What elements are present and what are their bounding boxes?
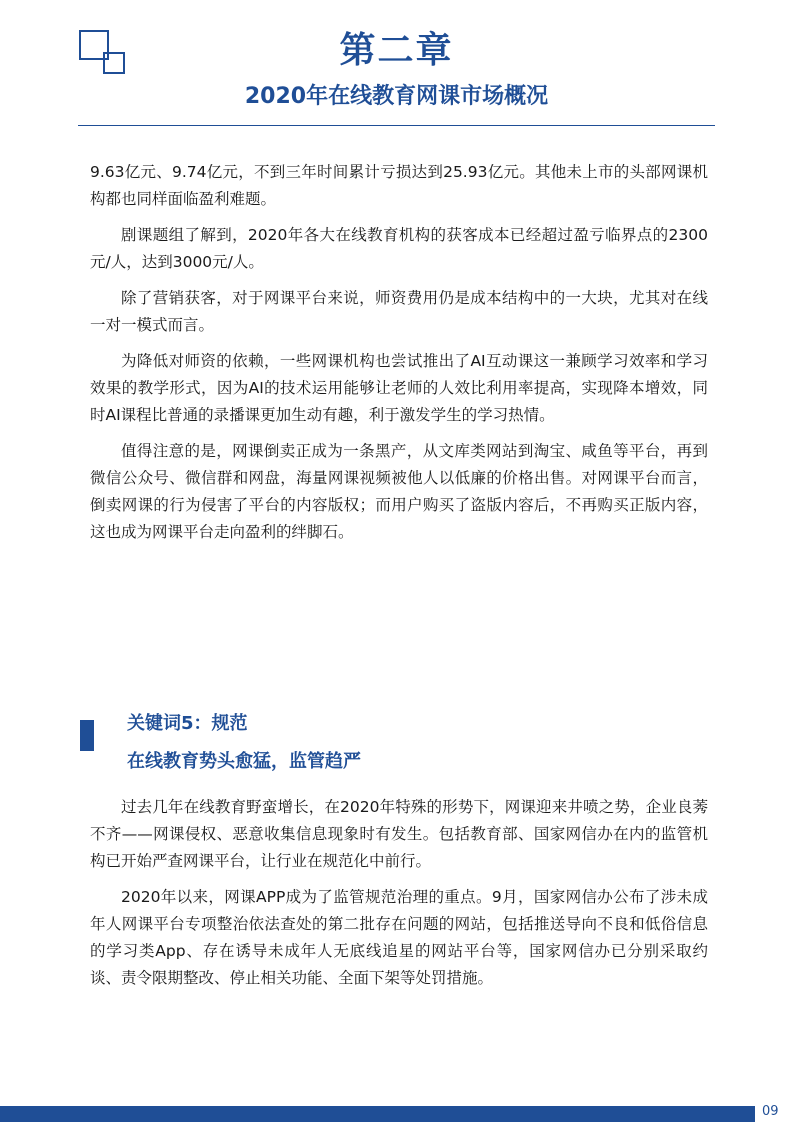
section-2-body [90,794,708,1001]
keyword-marker-bar [80,720,94,751]
paragraph: 值得注意的是，网课倒卖正成为一条黑产，从文库类网站到淘宝、咸鱼等平台，再到微信公众号、微信群和网盘，海量网课视频被他人以低廉的价格出售。对网课平台而言，倒卖网课的行为侵害了平台的内容版权；而用户购买了盗版内容后，不再购买正版内容，这也成为网课平台走向盈利的绊脚石。 [90,442,708,541]
paragraph: 2020年以来，网课APP成为了监管规范治理的重点。9月，国家网信办公布了涉未成年人网课平台专项整治依法查处的第二批存在问题的网站，包括推送导向不良和低俗信息的学习类App、存在诱导未成年人无底线追星的网站平台等，国家网信办已分别采取约谈、责令限期整改、停止相关功能、全面下架等处罚措施。 [90,888,708,987]
keyword-subtitle: 在线教育势头愈猛，监管趋严 [127,751,361,772]
chapter-subtitle: 2020年在线教育网课市场概况 [244,84,549,109]
paragraph: 剧课题组了解到，2020年各大在线教育机构的获客成本已经超过盈亏临界点的2300元/人，达到3000元/人。 [90,226,708,271]
chapter-title: 第二章 [339,30,454,71]
page-number: 09 [762,1104,779,1119]
paragraph: 9.63亿元、9.74亿元，不到三年时间累计亏损达到25.93亿元。其他未上市的头部网课机构都也同样面临盈利难题。 [90,163,708,208]
paragraph: 除了营销获客，对于网课平台来说，师资费用仍是成本结构中的一大块，尤其对在线一对一模式而言。 [90,289,708,334]
paragraph: 为降低对师资的依赖，一些网课机构也尝试推出了AI互动课这一兼顾学习效率和学习效果的教学形式，因为AI的技术运用能够让老师的人效比利用率提高，实现降本增效，同时AI课程比普通的录播课更加生动有趣，利于激发学生的学习热情。 [90,352,708,424]
header-divider [78,125,715,126]
paragraph: 过去几年在线教育野蛮增长，在2020年特殊的形势下，网课迎来井喷之势，企业良莠不齐——网课侵权、恶意收集信息现象时有发生。包括教育部、国家网信办在内的监管机构已开始严查网课平台，让行业在规范化中前行。 [90,798,708,870]
keyword-title: 关键词5：规范 [127,713,248,734]
footer-bar [0,1106,755,1122]
section-1-body [90,159,708,555]
